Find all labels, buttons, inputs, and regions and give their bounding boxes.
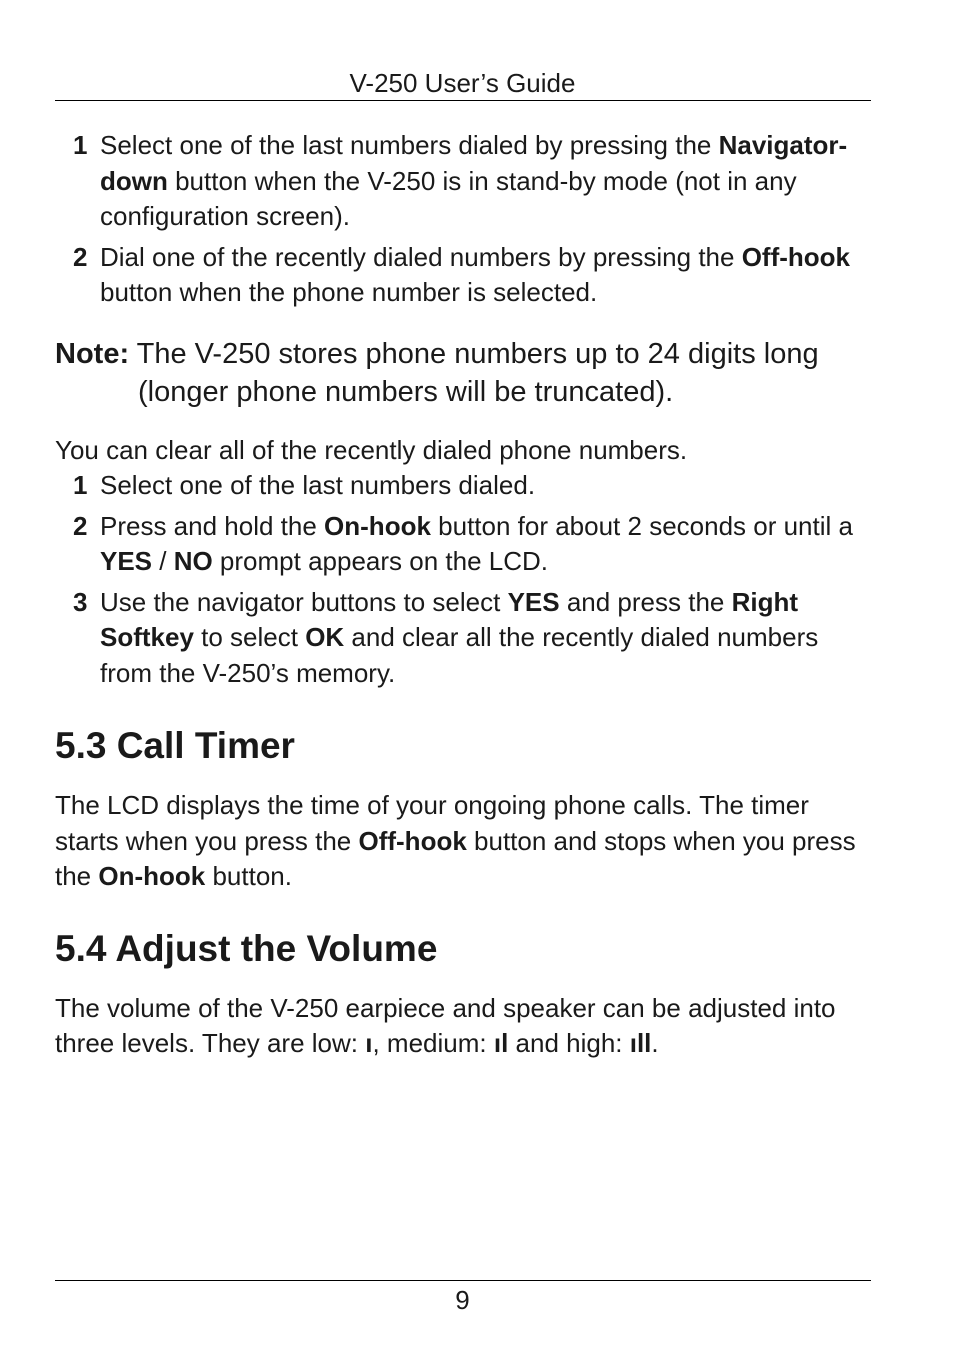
- redial-steps: [55, 128, 865, 311]
- option-ok: OK: [305, 622, 345, 652]
- paragraph-text: button and stops when you press the: [55, 825, 856, 891]
- paragraph-text: The volume of the V-250 earpiece and speaker can be adjusted into three levels. They are low:: [55, 992, 836, 1058]
- step-text: Press and hold the: [100, 510, 325, 541]
- volume-paragraph: [55, 991, 865, 1062]
- note-label: Note:: [55, 337, 130, 370]
- button-name: Right Softkey: [100, 586, 799, 652]
- step-text: Use the navigator buttons to select: [100, 586, 508, 617]
- note: [55, 335, 865, 411]
- step-number: 1: [73, 470, 88, 500]
- paragraph-text: .: [651, 1028, 659, 1058]
- volume-low-icon: ı: [365, 1028, 373, 1058]
- paragraph-text: button.: [205, 861, 292, 891]
- step-number: 1: [73, 130, 88, 160]
- list-item: [55, 240, 865, 311]
- step-number: 2: [73, 510, 88, 541]
- step-text: prompt appears on the LCD.: [212, 546, 548, 576]
- page-header-title: V-250 User’s Guide: [349, 68, 576, 98]
- step-text: button for about 2 seconds or until a: [430, 510, 853, 541]
- list-item: [55, 509, 865, 580]
- button-name: Off-hook: [358, 825, 467, 856]
- section-heading-volume: 5.4 Adjust the Volume: [55, 927, 438, 969]
- step-number: 2: [73, 241, 88, 272]
- paragraph-text: and high:: [508, 1028, 630, 1058]
- call-timer-paragraph: [55, 788, 865, 895]
- step-text: and clear all the recently dialed numbers from the V-250’s memory.: [100, 622, 819, 688]
- step-text: button when the V-250 is in stand-by mode (not in any configuration screen).: [100, 165, 797, 231]
- footer-rule: [55, 1280, 871, 1281]
- button-name: On-hook: [324, 510, 431, 541]
- clear-steps: [55, 468, 865, 691]
- paragraph-text: The LCD displays the time of your ongoing phone calls. The timer starts when you press the: [55, 790, 809, 856]
- step-text: /: [152, 546, 174, 576]
- prompt-yes: YES: [100, 546, 153, 576]
- page-number: 9: [455, 1285, 470, 1315]
- button-name: Navigator-down: [100, 130, 848, 196]
- step-number: 3: [73, 586, 88, 617]
- button-name: On-hook: [98, 861, 206, 891]
- step-text: button when the phone number is selected.: [100, 277, 598, 307]
- button-name: Off-hook: [741, 241, 851, 272]
- step-text: Select one of the last numbers dialed by pressing the: [100, 130, 719, 160]
- paragraph-text: , medium:: [372, 1028, 494, 1058]
- clear-intro: You can clear all of the recently dialed phone numbers.: [55, 434, 688, 465]
- step-text: Dial one of the recently dialed numbers by pressing the: [100, 241, 742, 272]
- list-item: [55, 468, 865, 504]
- list-item: [55, 128, 865, 235]
- prompt-no: NO: [173, 546, 213, 576]
- volume-medium-icon: ıl: [493, 1028, 509, 1058]
- header-rule: [55, 100, 871, 101]
- note-text: The V-250 stores phone numbers up to 24 digits long (longer phone numbers will be truncated).: [129, 337, 819, 408]
- section-heading-call-timer: 5.3 Call Timer: [55, 725, 295, 766]
- step-text: Select one of the last numbers dialed.: [100, 470, 536, 500]
- page-content: [55, 128, 865, 1062]
- option-yes: YES: [507, 586, 560, 617]
- volume-high-icon: ıll: [629, 1028, 652, 1058]
- step-text: to select: [193, 622, 306, 652]
- list-item: [55, 585, 865, 692]
- step-text: and press the: [559, 586, 732, 617]
